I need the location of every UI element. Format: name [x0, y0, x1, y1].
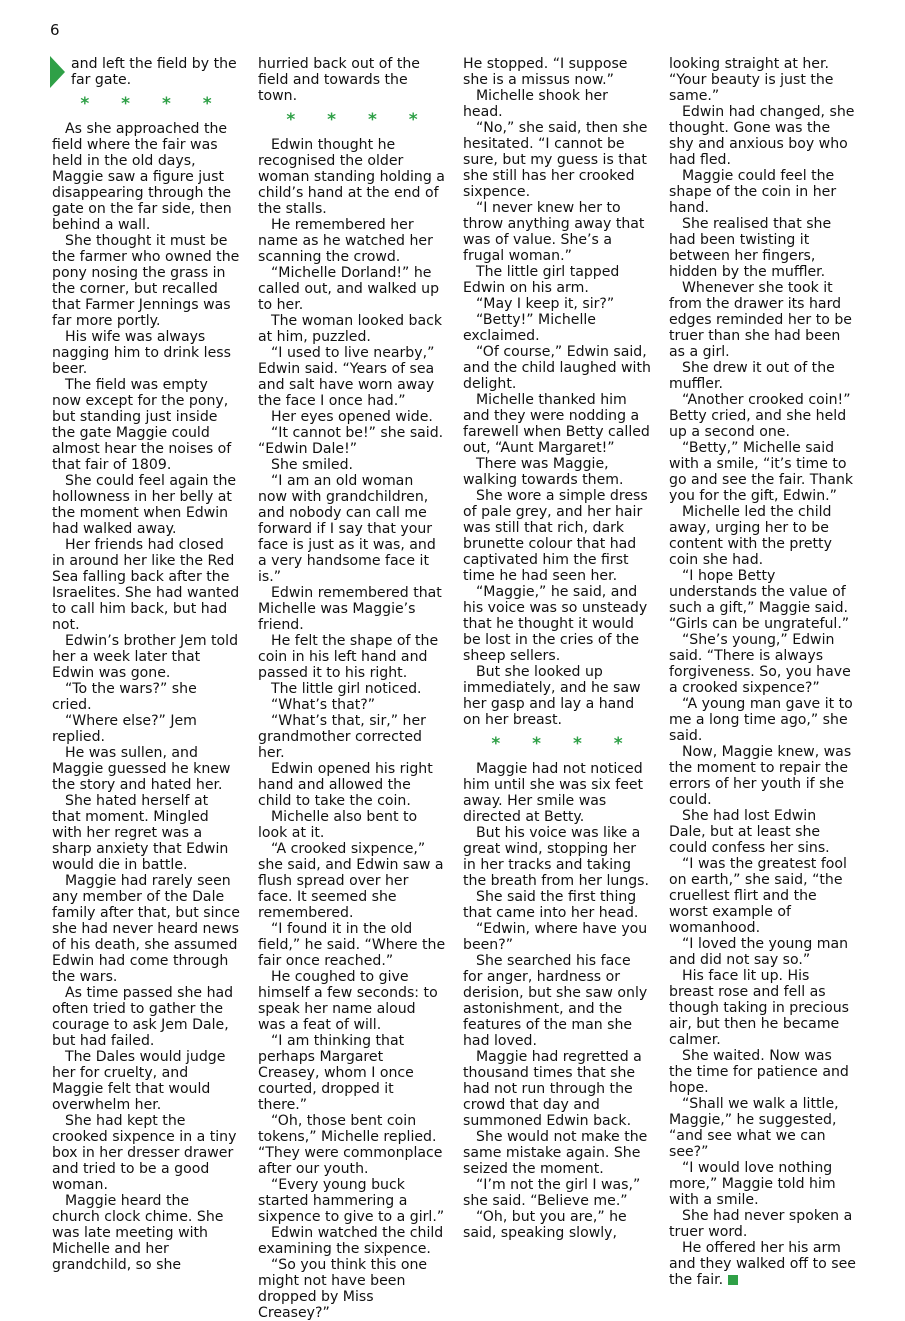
paragraph [52, 233, 240, 329]
paragraph [258, 697, 446, 713]
paragraph [258, 921, 446, 969]
paragraph-text: “I’m not the girl I was,” she said. “Believe me.” [463, 1177, 641, 1209]
paragraph-text: She wore a simple dress of pale grey, and her hair was still that rich, dark brunette colour that had captivated him the first time he had seen her. [463, 488, 648, 584]
paragraph-text: The little girl noticed. [271, 681, 422, 697]
paragraph-text: Edwin had changed, she thought. Gone was the shy and anxious boy who had fled. [669, 104, 855, 168]
paragraph-text: As she approached the field where the fair was held in the old days, Maggie saw a figure just disappearing through the gate on the far side, then behind a wall. [52, 121, 232, 233]
paragraph-text: “Betty!” Michelle exclaimed. [463, 312, 596, 344]
paragraph [52, 681, 240, 713]
section-break: * * * * [286, 110, 431, 130]
paragraph [258, 1033, 446, 1113]
paragraph-text: “Every young buck started hammering a sixpence to give to a girl.” [258, 1177, 445, 1225]
column-1-lead [52, 56, 240, 88]
paragraph [258, 841, 446, 921]
paragraph-text: Maggie had regretted a thousand times that she had not run through the crowd that day and summoned Edwin back. [463, 1049, 642, 1129]
paragraph [258, 409, 446, 425]
paragraph [463, 296, 651, 312]
paragraph [463, 392, 651, 456]
column-4-body [669, 56, 857, 1288]
paragraph [463, 488, 651, 584]
paragraph-text: He was sullen, and Maggie guessed he knew the story and hated her. [52, 745, 231, 793]
paragraph [463, 825, 651, 889]
paragraph-text: “A crooked sixpence,” she said, and Edwin saw a flush spread over her face. It seemed she remembered. [258, 841, 444, 921]
paragraph [258, 1113, 446, 1177]
paragraph [669, 216, 857, 280]
paragraph-text: He remembered her name as he watched her scanning the crowd. [258, 217, 433, 265]
paragraph [52, 873, 240, 985]
paragraph: and left the field by the far gate. [71, 56, 237, 88]
paragraph-text: But his voice was like a great wind, stopping her in her tracks and taking the breath from her lungs. [463, 825, 649, 889]
paragraph-text: But she looked up immediately, and he saw her gasp and lay a hand on her breast. [463, 664, 641, 728]
paragraph-text: She searched his face for anger, hardness or derision, but she saw only astonishment, and the features of the man she had loved. [463, 953, 648, 1049]
paragraph-text: “Oh, but you are,” he said, speaking slowly, [463, 1209, 627, 1241]
paragraph [463, 344, 651, 392]
paragraph [258, 809, 446, 841]
paragraph [258, 969, 446, 1033]
paragraph-text: “Michelle Dorland!” he called out, and walked up to her. [258, 265, 440, 313]
paragraph-text: She waited. Now was the time for patience and hope. [669, 1048, 849, 1096]
paragraph-text: “May I keep it, sir?” [476, 296, 615, 312]
paragraph-text: “To the wars?” she cried. [52, 681, 197, 713]
paragraph [669, 280, 857, 360]
paragraph [463, 264, 651, 296]
paragraph [52, 793, 240, 873]
paragraph-text: “It cannot be!” she said. “Edwin Dale!” [258, 425, 444, 457]
paragraph-text: His face lit up. His breast rose and fell as though taking in precious air, but then he became calmer. [669, 968, 849, 1048]
column-4 [669, 56, 857, 1288]
paragraph-text: Edwin’s brother Jem told her a week later that Edwin was gone. [52, 633, 239, 681]
paragraph [258, 1225, 446, 1257]
paragraph [258, 217, 446, 265]
paragraph [258, 457, 446, 473]
paragraph-text: She said the first thing that came into her head. [463, 889, 639, 921]
paragraph [669, 504, 857, 568]
paragraph [52, 377, 240, 473]
paragraph-text: Michelle shook her head. [463, 88, 608, 120]
paragraph [669, 168, 857, 216]
paragraph-text: The woman looked back at him, puzzled. [258, 313, 443, 345]
paragraph-text: Now, Maggie knew, was the moment to repair the errors of her youth if she could. [669, 744, 852, 808]
paragraph-text: Maggie had rarely seen any member of the Dale family after that, but since she had never heard news of his death, she assumed Edwin had come through the wars. [52, 873, 240, 985]
paragraph-text: “Another crooked coin!” Betty cried, and she held up a second one. [669, 392, 851, 440]
paragraph [669, 440, 857, 504]
paragraph [669, 392, 857, 440]
story-start-marker-icon [50, 56, 65, 88]
paragraph-text: Edwin watched the child examining the sixpence. [258, 1225, 444, 1257]
paragraph-text: “I am thinking that perhaps Margaret Creasey, whom I once courted, dropped it there.” [258, 1033, 414, 1113]
paragraph-text: The little girl tapped Edwin on his arm. [463, 264, 620, 296]
paragraph [463, 1209, 651, 1241]
paragraph [463, 1177, 651, 1209]
paragraph [52, 745, 240, 793]
column-2 [258, 56, 446, 1321]
paragraph [52, 537, 240, 633]
paragraph-text: Michelle also bent to look at it. [258, 809, 418, 841]
paragraph-text: She thought it must be the farmer who owned the pony nosing the grass in the corner, but recalled that Farmer Jennings was far more portly. [52, 233, 240, 329]
paragraph-text: The field was empty now except for the pony, but standing just inside the gate Maggie could almost hear the noises of that fair of 1809. [52, 377, 232, 473]
paragraph-text: “She’s young,” Edwin said. “There is always forgiveness. So, you have a crooked sixpence?” [669, 632, 851, 696]
paragraph [669, 104, 857, 168]
paragraph [258, 761, 446, 809]
paragraph-text: “Maggie,” he said, and his voice was so unsteady that he thought it would be lost in the cries of the sheep sellers. [463, 584, 648, 664]
paragraph-text: There was Maggie, walking towards them. [463, 456, 624, 488]
paragraph-text: “What’s that?” [271, 697, 376, 713]
paragraph [463, 56, 651, 88]
column-1 [52, 56, 240, 1273]
paragraph-text: “I was the greatest fool on earth,” she said, “the cruellest flirt and the worst example of womanhood. [669, 856, 847, 936]
paragraph-text: She had lost Edwin Dale, but at least she could confess her sins. [669, 808, 830, 856]
paragraph-text: Maggie heard the church clock chime. She was late meeting with Michelle and her grandchild, so she [52, 1193, 224, 1273]
paragraph-text: Maggie could feel the shape of the coin in her hand. [669, 168, 837, 216]
paragraph-text: His wife was always nagging him to drink less beer. [52, 329, 231, 377]
paragraph [52, 633, 240, 681]
paragraph [669, 1096, 857, 1160]
paragraph-text: Michelle thanked him and they were nodding a farewell when Betty called out, “Aunt Margaret!” [463, 392, 650, 456]
paragraph [258, 345, 446, 409]
paragraph-text: Her friends had closed in around her like the Red Sea falling back after the Israelites. She had wanted to call him back, but had not. [52, 537, 240, 633]
paragraph-text: “Betty,” Michelle said with a smile, “it’s time to go and see the fair. Thank you for the gift, Edwin.” [669, 440, 854, 504]
paragraph [52, 121, 240, 233]
paragraph-text: She would not make the same mistake again. She seized the moment. [463, 1129, 648, 1177]
paragraph-text: “Shall we walk a little, Maggie,” he suggested, “and see what we can see?” [669, 1096, 839, 1160]
paragraph [669, 968, 857, 1048]
paragraph [669, 856, 857, 936]
paragraph [463, 889, 651, 921]
paragraph [258, 1177, 446, 1225]
paragraph [258, 425, 446, 457]
paragraph [669, 1160, 857, 1208]
paragraph [669, 744, 857, 808]
paragraph [258, 633, 446, 681]
paragraph [258, 313, 446, 345]
paragraph [463, 1049, 651, 1129]
paragraph-text: looking straight at her. “Your beauty is just the same.” [669, 56, 834, 104]
paragraph [669, 1240, 857, 1288]
paragraph [52, 1193, 240, 1273]
paragraph-text: He stopped. “I suppose she is a missus now.” [463, 56, 628, 88]
paragraph-text: “So you think this one might not have been dropped by Miss Creasey?” [258, 1257, 428, 1321]
paragraph-text: Edwin thought he recognised the older woman standing holding a child’s hand at the end of the stalls. [258, 137, 445, 217]
paragraph [258, 585, 446, 633]
paragraph [52, 1049, 240, 1113]
paragraph [463, 120, 651, 200]
paragraph-text: He offered her his arm and they walked off to see the fair. [669, 1240, 856, 1288]
paragraph-text: Maggie had not noticed him until she was six feet away. Her smile was directed at Betty. [463, 761, 644, 825]
paragraph [463, 200, 651, 264]
paragraph-text: He felt the shape of the coin in his left hand and passed it to his right. [258, 633, 439, 681]
paragraph-text: “I found it in the old field,” he said. “Where the fair once reached.” [258, 921, 446, 969]
paragraph-text: Edwin opened his right hand and allowed the child to take the coin. [258, 761, 433, 809]
paragraph [463, 1129, 651, 1177]
paragraph [258, 265, 446, 313]
paragraph-text: She could feel again the hollowness in her belly at the moment when Edwin had walked away. [52, 473, 237, 537]
paragraph [258, 1257, 446, 1321]
paragraph-text: He coughed to give himself a few seconds: to speak her name aloud was a feat of will. [258, 969, 438, 1033]
column-3-body [463, 761, 651, 1241]
paragraph [258, 681, 446, 697]
paragraph [52, 473, 240, 537]
paragraph-text: “No,” she said, then she hesitated. “I cannot be sure, but my guess is that she still has her crooked sixpence. [463, 120, 648, 200]
paragraph-text: “I never knew her to throw anything away that was of value. She’s a frugal woman.” [463, 200, 645, 264]
paragraph [463, 312, 651, 344]
paragraph [463, 584, 651, 664]
paragraph-text: She had never spoken a truer word. [669, 1208, 853, 1240]
paragraph-text: “I am an old woman now with grandchildren, and nobody can call me forward if I say that your face is just as it was, and a very handsome face it is.” [258, 473, 436, 585]
paragraph [669, 632, 857, 696]
paragraph-text: Whenever she took it from the drawer its hard edges reminded her to be truer than she had been as a girl. [669, 280, 852, 360]
paragraph-text: The Dales would judge her for cruelty, and Maggie felt that would overwhelm her. [52, 1049, 226, 1113]
paragraph [669, 936, 857, 968]
paragraph-text: She smiled. [271, 457, 354, 473]
column-1-body [52, 121, 240, 1273]
paragraph-text: Edwin remembered that Michelle was Maggie’s friend. [258, 585, 442, 633]
paragraph [463, 456, 651, 488]
paragraph-text: “I hope Betty understands the value of such a gift,” Maggie said. “Girls can be ungrateful.” [669, 568, 850, 632]
paragraph [669, 56, 857, 104]
paragraph [52, 1113, 240, 1193]
paragraph [258, 137, 446, 217]
column-3 [463, 56, 651, 1241]
paragraph [669, 808, 857, 856]
paragraph-text: She hated herself at that moment. Mingled with her regret was a sharp anxiety that Edwin would die in battle. [52, 793, 229, 873]
paragraph [463, 921, 651, 953]
page-number: 6 [50, 21, 60, 39]
section-break: * * * * [80, 94, 225, 114]
paragraph [463, 953, 651, 1049]
section-break: * * * * [491, 734, 636, 754]
paragraph-text: “I would love nothing more,” Maggie told him with a smile. [669, 1160, 836, 1208]
paragraph [52, 985, 240, 1049]
paragraph-text: “Oh, those bent coin tokens,” Michelle replied. “They were commonplace after our youth. [258, 1113, 443, 1177]
paragraph-text: “I used to live nearby,” Edwin said. “Years of sea and salt have worn away the face I once had.” [258, 345, 435, 409]
paragraph-text: She had kept the crooked sixpence in a tiny box in her dresser drawer and tried to be a good woman. [52, 1113, 237, 1193]
paragraph-text: “Edwin, where have you been?” [463, 921, 648, 953]
story-end-square-icon [728, 1275, 738, 1285]
paragraph [669, 568, 857, 632]
paragraph [669, 1208, 857, 1240]
paragraph [463, 664, 651, 728]
paragraph [669, 696, 857, 744]
paragraph-text: As time passed she had often tried to gather the courage to ask Jem Dale, but had failed. [52, 985, 234, 1049]
paragraph-text: Her eyes opened wide. [271, 409, 433, 425]
paragraph [463, 761, 651, 825]
paragraph-text: “What’s that, sir,” her grandmother corrected her. [258, 713, 426, 761]
paragraph-text: Michelle led the child away, urging her to be content with the pretty coin she had. [669, 504, 832, 568]
paragraph [52, 713, 240, 745]
paragraph [258, 473, 446, 585]
column-2-body [258, 137, 446, 1321]
paragraph-text: She realised that she had been twisting it between her fingers, hidden by the muffler. [669, 216, 832, 280]
paragraph-text: She drew it out of the muffler. [669, 360, 835, 392]
paragraph-text: “I loved the young man and did not say so.” [669, 936, 849, 968]
paragraph-text: “A young man gave it to me a long time ago,” she said. [669, 696, 853, 744]
paragraph: hurried back out of the field and towards the town. [258, 56, 420, 104]
paragraph [52, 329, 240, 377]
paragraph [669, 360, 857, 392]
paragraph [258, 713, 446, 761]
paragraph-text: “Of course,” Edwin said, and the child laughed with delight. [463, 344, 651, 392]
paragraph-text: “Where else?” Jem replied. [52, 713, 197, 745]
paragraph [463, 88, 651, 120]
column-3-top [463, 56, 651, 728]
paragraph [669, 1048, 857, 1096]
